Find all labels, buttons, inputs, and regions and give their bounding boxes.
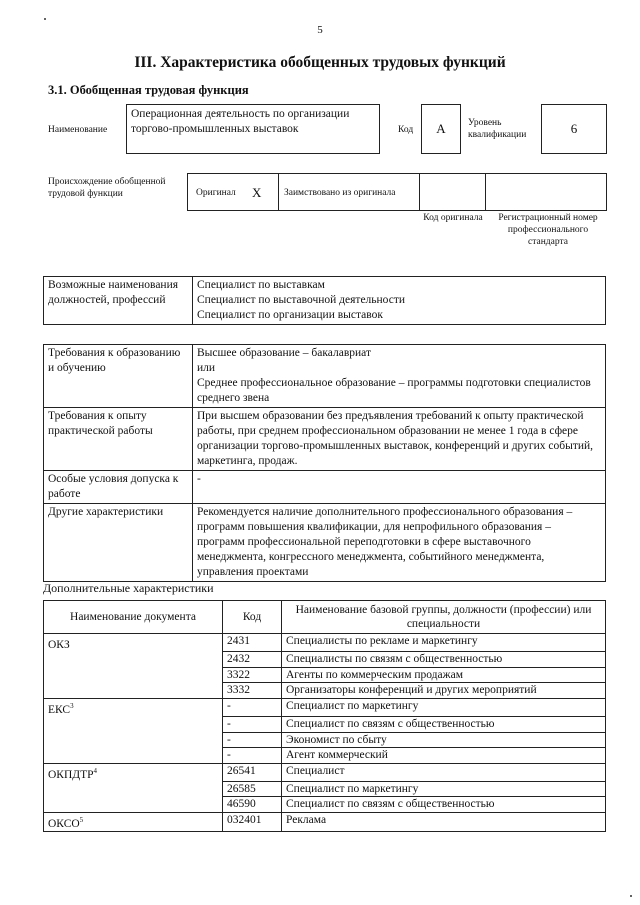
table-row <box>44 748 606 764</box>
table-row <box>44 763 606 781</box>
row-name: Агенты по коммерческим продажам <box>282 667 606 683</box>
requirements-table <box>43 344 606 582</box>
positions-label: Возможные наименования должностей, профессий <box>44 277 193 325</box>
row-code: 26541 <box>223 763 282 781</box>
table-row <box>44 667 606 683</box>
page-title: III. Характеристика обобщенных трудовых функций <box>134 54 506 71</box>
origin-borrowed-cell <box>278 174 420 210</box>
requirement-value: Высшее образование – бакалавриат или Среднее профессиональное образование – программы подготовки специалистов среднего звена <box>193 345 606 408</box>
requirement-label: Требования к опыту практической работы <box>44 408 193 471</box>
positions-table <box>43 276 606 325</box>
reg-number-caption: Регистрационный номер профессионального стандарта <box>498 213 598 247</box>
row-name: Реклама <box>282 812 606 831</box>
requirement-label: Другие характеристики <box>44 504 193 582</box>
table-row <box>44 683 606 699</box>
requirement-label: Особые условия допуска к работе <box>44 471 193 504</box>
table-row <box>44 717 606 733</box>
doc-name: ОКСО$^5$ <box>44 812 223 831</box>
level-box <box>541 104 607 154</box>
table-row <box>44 812 606 831</box>
level-label: Уровень квалификации <box>468 118 527 140</box>
row-name: Специалисты по связям с общественностью <box>282 652 606 668</box>
doc-name: ЕКС$^3$ <box>44 698 223 716</box>
row-name: Агент коммерческий <box>282 748 606 764</box>
row-code: 26585 <box>223 781 282 797</box>
function-code-box <box>421 104 461 154</box>
table-row <box>44 698 606 716</box>
position-item: Специалист по выставочной деятельности <box>197 294 406 306</box>
requirement-label: Требования к образованию и обучению <box>44 345 193 408</box>
origin-reg-cell <box>485 174 606 210</box>
header-doc: Наименование документа <box>44 601 223 634</box>
original-label: Оригинал <box>196 188 236 198</box>
row-code: 032401 <box>223 812 282 831</box>
row-code: - <box>223 748 282 764</box>
code-original-caption: Код оригинала <box>423 213 483 223</box>
row-code: 2432 <box>223 652 282 668</box>
header-name: Наименование базовой группы, должности (профессии) или специальности <box>282 601 606 634</box>
function-name-box <box>126 104 380 154</box>
table-row <box>44 781 606 797</box>
table-row <box>44 277 606 325</box>
origin-table <box>187 173 607 211</box>
row-name: Специалист <box>282 763 606 781</box>
section-subtitle: 3.1. Обобщенная трудовая функция <box>48 83 249 97</box>
doc-name: ОКЗ <box>44 634 223 652</box>
code-label: Код <box>398 125 414 135</box>
original-mark: X <box>252 185 262 200</box>
table-row <box>44 797 606 813</box>
table-row <box>44 652 606 668</box>
requirement-value: - <box>193 471 606 504</box>
positions-list <box>193 277 606 325</box>
position-item: Специалист по организации выставок <box>197 309 383 321</box>
level-value: 6 <box>570 121 578 136</box>
function-code-value: A <box>436 121 446 136</box>
table-row <box>44 345 606 408</box>
table-header-row <box>44 601 606 634</box>
row-name: Специалист по связям с общественностью <box>282 797 606 813</box>
extra-characteristics-label: Дополнительные характеристики <box>43 581 214 595</box>
table-row <box>44 471 606 504</box>
row-name: Специалисты по рекламе и маркетингу <box>282 634 606 652</box>
origin-code-cell <box>419 174 486 210</box>
table-row <box>44 732 606 748</box>
extra-characteristics-table <box>43 600 606 832</box>
origin-label: Происхождение обобщенной трудовой функции <box>48 177 166 199</box>
name-label: Наименование <box>48 125 108 135</box>
header-code: Код <box>223 601 282 634</box>
row-name: Специалист по маркетингу <box>282 781 606 797</box>
row-code: - <box>223 717 282 733</box>
row-name: Экономист по сбыту <box>282 732 606 748</box>
table-row <box>44 504 606 582</box>
table-row <box>44 408 606 471</box>
row-name: Организаторы конференций и других мероприятий <box>282 683 606 699</box>
row-code: 3322 <box>223 667 282 683</box>
row-name: Специалист по маркетингу <box>282 698 606 716</box>
row-code: 3332 <box>223 683 282 699</box>
scan-speck <box>44 18 46 20</box>
table-row <box>44 634 606 652</box>
borrowed-label: Заимствовано из оригинала <box>284 188 396 198</box>
requirement-value: Рекомендуется наличие дополнительного профессионального образования – программ повышения квалификации, для непрофильного образования – программ профессиональной переподготовки в сфере выставочного менеджмента, конгрессного менеджмента, событийного менеджмента, управления проектами <box>193 504 606 582</box>
row-name: Специалист по связям с общественностью <box>282 717 606 733</box>
row-code: - <box>223 698 282 716</box>
scan-speck <box>630 895 632 897</box>
row-code: - <box>223 732 282 748</box>
origin-original-cell <box>188 174 279 210</box>
doc-name: ОКПДТР$^4$ <box>44 763 223 781</box>
requirement-value: При высшем образовании без предъявления требований к опыту практической работы, при среднем профессиональном образовании не менее 1 года в сфере организации торгово-промышленных выставок, конференций и других событий, маркетинга, продаж. <box>193 408 606 471</box>
position-item: Специалист по выставкам <box>197 279 325 291</box>
function-name-value: Операционная деятельность по организации торгово-промышленных выставок <box>131 108 350 135</box>
row-code: 2431 <box>223 634 282 652</box>
row-code: 46590 <box>223 797 282 813</box>
page-number: 5 <box>317 24 323 36</box>
